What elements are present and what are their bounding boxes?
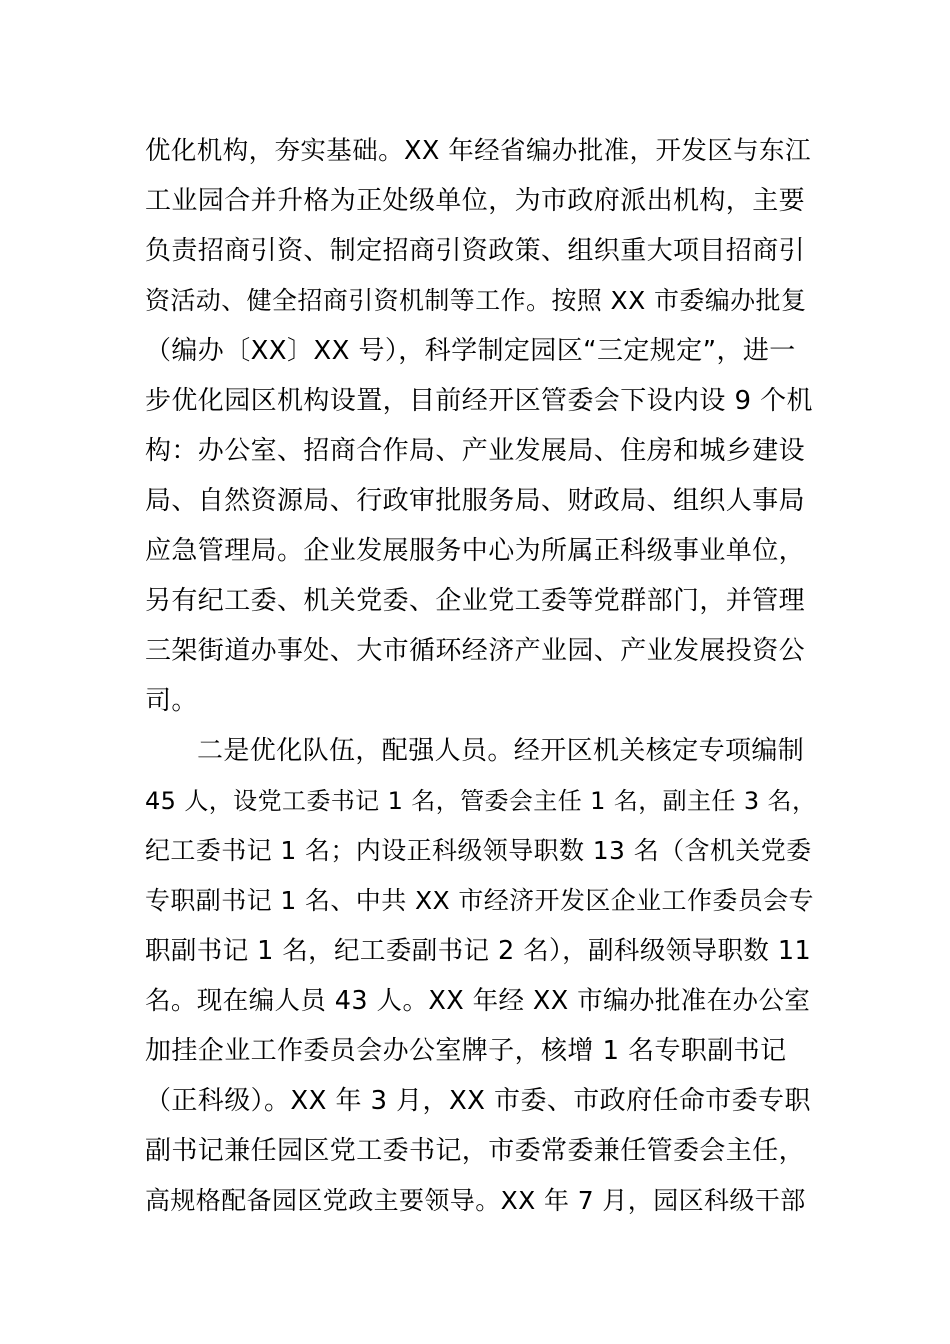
text-line: 负责招商引资、制定招商引资政策、组织重大项目招商引	[145, 236, 806, 266]
text-line: 另有纪工委、机关党委、企业党工委等党群部门，并管理	[145, 586, 806, 616]
text-line: 纪工委书记 1 名；内设正科级领导职数 13 名（含机关党委	[145, 836, 812, 865]
text-line: 工业园合并升格为正处级单位，为市政府派出机构，主要	[145, 186, 806, 216]
text-line: 高规格配备园区党政主要领导。XX 年 7 月，园区科级干部	[145, 1186, 806, 1215]
text-line: 专职副书记 1 名、中共 XX 市经济开发区企业工作委员会专	[145, 886, 814, 915]
text-line: 副书记兼任园区党工委书记，市委常委兼任管委会主任，	[145, 1136, 806, 1166]
text-line: 应急管理局。企业发展服务中心为所属正科级事业单位，	[145, 536, 806, 566]
text-line: 三架街道办事处、大市循环经济产业园、产业发展投资公	[145, 636, 806, 666]
text-line: 加挂企业工作委员会办公室牌子，核增 1 名专职副书记	[145, 1036, 787, 1066]
text-line: 职副书记 1 名，纪工委副书记 2 名），副科级领导职数 11	[145, 936, 812, 966]
text-line: 优化机构，夯实基础。XX 年经省编办批准，开发区与东江	[145, 136, 811, 166]
text-line: 名。现在编人员 43 人。XX 年经 XX 市编办批准在办公室	[145, 986, 811, 1016]
text-line: 45 人，设党工委书记 1 名，管委会主任 1 名，副主任 3 名，	[145, 787, 817, 815]
text-line: 二是优化队伍，配强人员。经开区机关核定专项编制	[197, 736, 805, 766]
text-line: 资活动、健全招商引资机制等工作。按照 XX 市委编办批复	[145, 286, 807, 315]
text-line: （编办〔XX〕XX 号），科学制定园区“三定规定”，进一	[145, 336, 796, 366]
text-line: 构：办公室、招商合作局、产业发展局、住房和城乡建设	[145, 436, 806, 466]
document-body	[145, 126, 817, 1226]
text-line: 步优化园区机构设置，目前经开区管委会下设内设 9 个机	[145, 386, 813, 416]
text-line: 司。	[145, 686, 198, 716]
text-line: （正科级）。XX 年 3 月，XX 市委、市政府任命市委专职	[145, 1086, 811, 1116]
text-line: 局、自然资源局、行政审批服务局、财政局、组织人事局	[145, 486, 806, 516]
